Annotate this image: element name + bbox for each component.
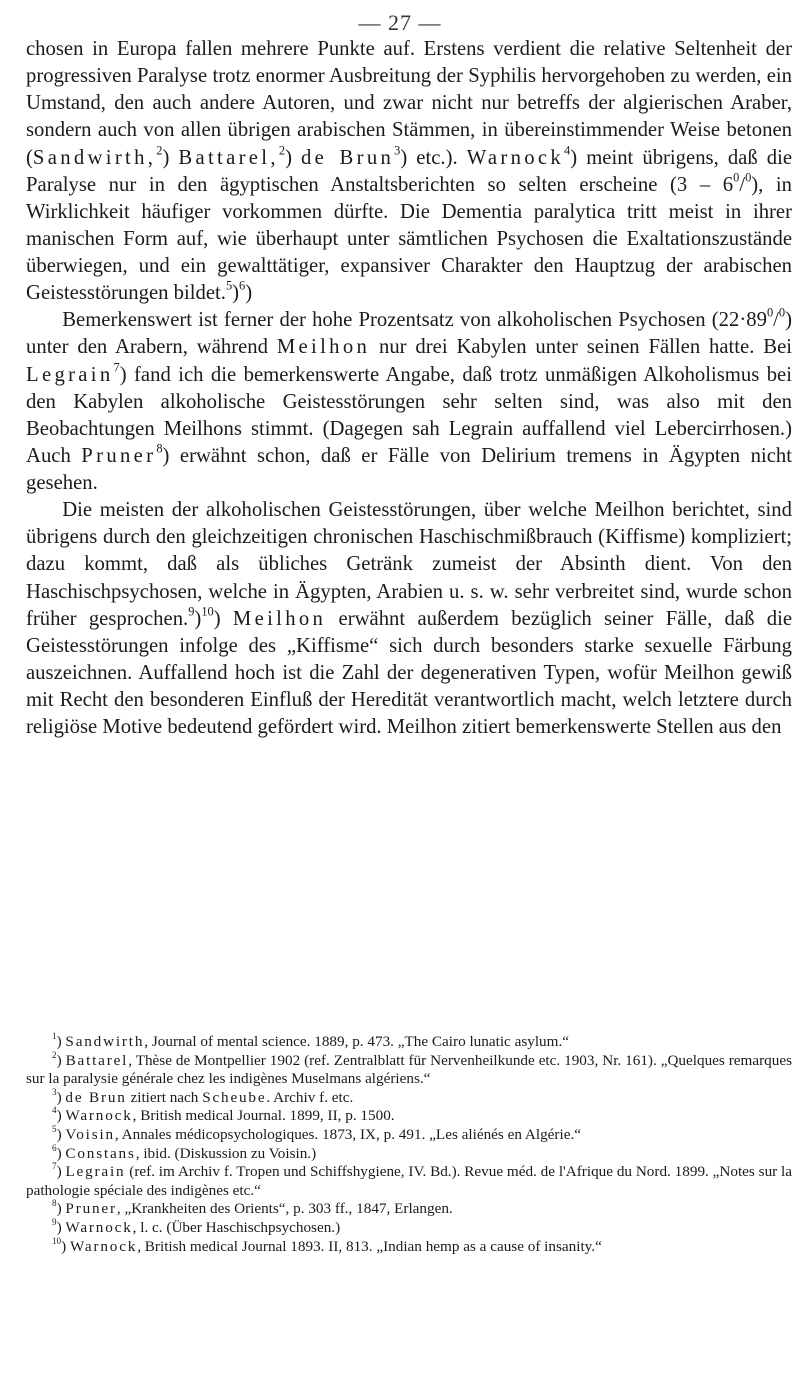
text-run: , Annales médicopsychologiques. 1873, IX, p. 491. „Les aliénés en Algérie.“ <box>114 1125 581 1143</box>
footnote-ref: 4 <box>564 143 571 158</box>
footnote-number: 2 <box>52 1049 57 1060</box>
footnote-paren: ) <box>56 1144 66 1162</box>
text-run: , ibid. (Diskussion zu Voisin.) <box>135 1144 317 1162</box>
footnote-number: 1 <box>52 1031 57 1042</box>
author-name: Sandwirth <box>65 1033 145 1050</box>
footnote-ref: 0 <box>778 305 786 320</box>
footnote-number: 8 <box>52 1198 57 1209</box>
footnote <box>26 1163 792 1200</box>
footnote <box>26 1049 793 1089</box>
text-run: zitiert nach <box>126 1088 203 1106</box>
footnote-number: 6 <box>52 1142 57 1153</box>
text-run: . Archiv f. etc. <box>266 1088 354 1106</box>
footnote-paren: ) <box>56 1107 66 1125</box>
text-run: ) <box>232 282 240 305</box>
author-name: Meilhon <box>276 336 371 359</box>
author-name: Scheube <box>202 1088 267 1106</box>
footnote-number: 5 <box>52 1124 57 1135</box>
footnote-ref: 0 <box>733 170 740 185</box>
paragraph <box>26 307 792 497</box>
footnote-ref: 0 <box>766 305 774 320</box>
author-name: Meilhon <box>232 607 327 630</box>
author-name: Battarel <box>65 1051 129 1069</box>
footnote-ref: 0 <box>745 170 752 185</box>
author-name: de Brun <box>65 1088 127 1106</box>
footnote-ref: 2 <box>278 143 286 158</box>
text-run: Bemerkenswert ist ferner der hohe Prozentsatz von alkoholischen Psychosen (22·89 <box>62 309 767 332</box>
text-run: ) unter den Arabern, während <box>26 309 792 359</box>
footnote-paren: ) <box>56 1125 66 1143</box>
footnote <box>26 1107 792 1126</box>
footnote <box>26 1033 792 1052</box>
body-text <box>26 36 792 741</box>
author-name: Warnock <box>69 1237 138 1255</box>
text-run: ) <box>245 282 253 305</box>
footnote-number: 10 <box>52 1235 62 1246</box>
text-run: ) erwähnt schon, daß er Fälle von Delirium tremens in Ägypten nicht gesehen. <box>26 444 792 494</box>
footnote-paren: ) <box>56 1200 66 1218</box>
footnote-ref: 6 <box>239 278 246 293</box>
author-name: Warnock <box>65 1107 133 1125</box>
footnote-ref: 8 <box>156 441 163 456</box>
text-run: ), in Wirklichkeit häufiger vorkommen dürfte. Die Dementia paralytica tritt meist in ihrer manischen Form auf, wie überhaupt unter sämtlichen Psychosen die Exaltationszustände überwiegen, und ein gewalttätiger, expansiver Charakter den Hauptzug der arabischen Geistesstörungen bildet. <box>26 173 792 305</box>
text-run: ) meint übrigens, daß die Paralyse nur in den ägyptischen Anstaltsberichten so selten erscheine (3 – 6 <box>26 146 793 196</box>
text-run: ) <box>162 146 179 169</box>
footnote-ref: 9 <box>188 604 195 619</box>
footnote-number: 3 <box>52 1086 57 1097</box>
footnote-ref: 7 <box>113 360 120 375</box>
text-run: (ref. im Archiv f. Tropen und Schiffshygiene, IV. Bd.). Revue méd. de l'Afrique du Nord. 1899. „Notes sur la pathologie spéciale des indigènes etc.“ <box>26 1163 792 1199</box>
text-run: nur drei Kabylen unter seinen Fällen hatte. Bei <box>370 336 792 359</box>
paragraph <box>26 36 792 307</box>
footnote-number: 7 <box>52 1161 57 1172</box>
author-name: Warnock <box>466 146 565 169</box>
text-run: , British medical Journal. 1899, II, p. 1500. <box>132 1107 395 1125</box>
footnote-paren: ) <box>61 1237 70 1255</box>
text-run: , Thèse de Montpellier 1902 (ref. Zentralblatt für Nervenheilkunde etc. 1903, Nr. 161). „Quelques remarques sur la paralysie générale chez les indigènes Muselmans algériens.“ <box>26 1051 793 1088</box>
footnote-paren: ) <box>56 1033 66 1050</box>
author-name: Voisin <box>65 1125 115 1143</box>
footnote <box>26 1142 792 1164</box>
author-name: de Brun <box>301 146 395 169</box>
author-name: Constans <box>65 1144 136 1162</box>
text-run: , Journal of mental science. 1889, p. 473. „The Cairo lunatic asylum.“ <box>144 1033 569 1050</box>
author-name: Pruner <box>81 444 157 467</box>
text-run: ) <box>285 146 302 169</box>
footnote-paren: ) <box>56 1163 66 1181</box>
text-run: , British medical Journal 1893. II, 813. „Indian hemp as a cause of insanity.“ <box>137 1237 602 1255</box>
paragraph <box>26 497 792 741</box>
text-run: Die meisten der alkoholischen Geistesstörungen, über welche Meilhon berichtet, sind übrigens durch den gleichzeitigen chronischen Haschischmißbrauch (Kiffisme) kompliziert; dazu kommt, daß als übliches Getränk zumeist der Absinth dient. Von den Haschischpsychosen, welche in Ägypten, Arabien u. s. w. sehr verbreitet sind, wurde schon früher gesprochen. <box>26 499 792 630</box>
footnote-paren: ) <box>56 1218 66 1236</box>
page-number: — 27 — <box>358 10 442 35</box>
footnote-number: 4 <box>52 1105 57 1116</box>
text-run: ) <box>213 607 233 630</box>
footnote <box>26 1126 792 1145</box>
footnote-ref: 10 <box>201 604 214 619</box>
footnote <box>26 1219 792 1238</box>
author-name: Legrain <box>26 363 114 386</box>
footnote-ref: 3 <box>394 143 401 158</box>
text-run: , l. c. (Über Haschischpsychosen.) <box>132 1218 341 1236</box>
text-run: ) <box>194 607 202 630</box>
author-name: Warnock <box>65 1218 133 1236</box>
text-run: ) etc.). <box>400 146 467 169</box>
text-run: / <box>739 173 746 196</box>
footnote-paren: ) <box>56 1051 66 1069</box>
footnote <box>26 1086 792 1108</box>
footnote <box>26 1235 792 1257</box>
footnote-ref: 5 <box>225 278 233 293</box>
footnotes <box>26 1033 792 1256</box>
text-run: erwähnt außerdem bezüglich seiner Fälle, daß die Geistesstörungen infolge des „Kiffisme“ sich durch besonders starke sexuelle Färbung auszeichnen. Auffallend hoch ist die Zahl der degenerativen Typen, wofür Meilhon gewiß mit Recht den besonderen Einfluß der Heredität verantwortlich macht, welch letztere durch religiöse Motive bedeutend gefördert wird. Meilhon zitiert bemerkenswerte Stellen aus den <box>26 607 792 739</box>
text-run: / <box>773 309 779 332</box>
author-name: Battarel, <box>178 146 279 169</box>
text-run: ) fand ich die bemerkenswerte Angabe, daß trotz unmäßigen Alkoholismus bei den Kabylen alkoholische Geistesstörungen sehr selten sind, was also mit den Beobachtungen Meilhons stimmt. (Dagegen sah Legrain auffallend viel Lebercirrhosen.) Auch <box>26 363 792 467</box>
text-run: chosen in Europa fallen mehrere Punkte auf. Erstens verdient die relative Seltenheit der progressiven Paralyse trotz enormer Ausbreitung der Syphilis hervorgehoben zu werden, ein Umstand, den auch andere Autoren, und zwar nicht nur betreffs der algierischen Araber, sondern auch von allen übrigen arabischen Stämmen, in übereinstimmender Weise betonen ( <box>26 38 792 169</box>
author-name: Legrain <box>65 1163 126 1181</box>
footnote-number: 9 <box>52 1217 57 1228</box>
footnote-ref: 2 <box>156 143 163 158</box>
author-name: Pruner <box>65 1200 117 1218</box>
author-name: Sandwirth, <box>32 146 157 169</box>
text-run: , „Krankheiten des Orients“, p. 303 ff., 1847, Erlangen. <box>116 1200 453 1218</box>
footnote-paren: ) <box>56 1088 66 1106</box>
footnote <box>26 1200 792 1219</box>
